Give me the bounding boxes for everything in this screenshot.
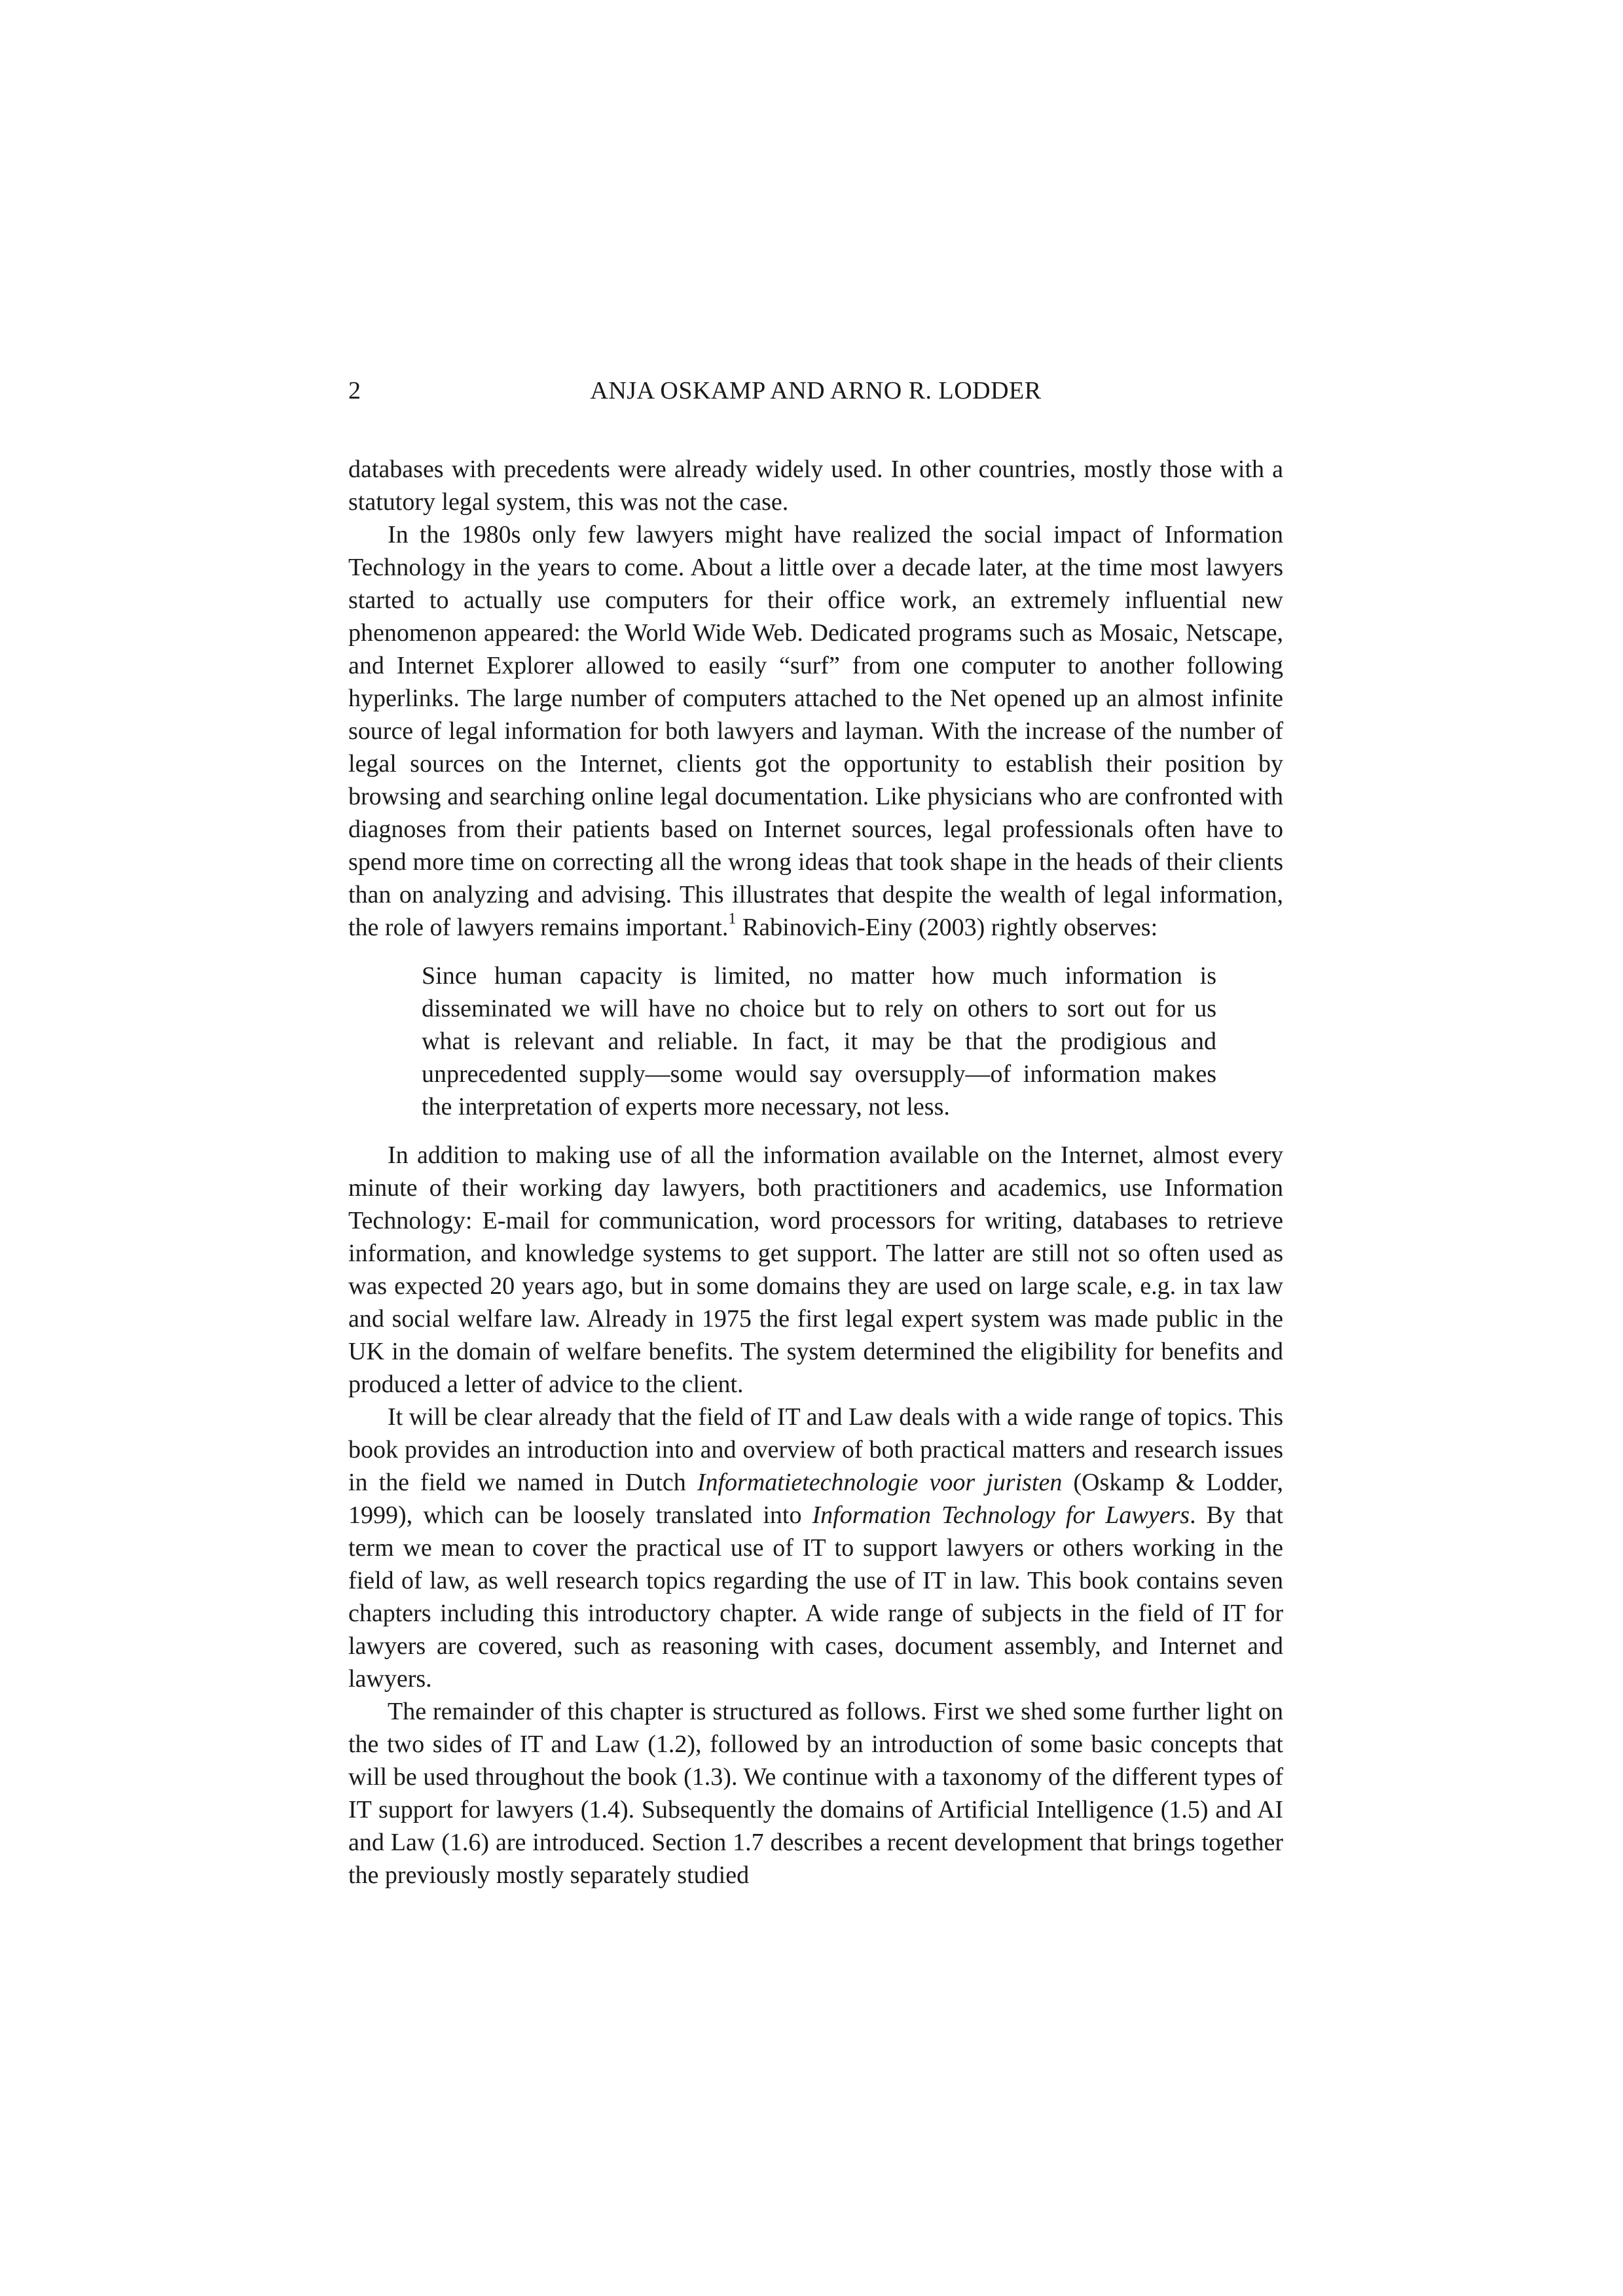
paragraph-chapter-structure: The remainder of this chapter is structured as follows. First we shed some further light on the two sides of IT and Law (1.2), followed by an introduction of some basic concepts that will be used throughout the book (1.3). We continue with a taxonomy of the different types of IT support for lawyers (1.4). Subsequently the domains of Artificial Intelligence (1.5) and AI and Law (1.6) are introduced. Section 1.7 describes a recent development that brings together the previously mostly separately studied: [348, 1698, 1283, 1889]
paragraph-text-tail: Rabinovich-Einy (2003) rightly observes:: [736, 914, 1158, 941]
paragraph-internet-use: In addition to making use of all the information available on the Internet, almost every minute of their working day lawyers, both practitioners and academics, use Information Technology: E-mail for communication, word processors for writing, databases to retrieve information, and knowledge systems to get support. The latter are still not so often used as was expected 20 years ago, but in some domains they are used on large scale, e.g. in tax law and social welfare law. Already in 1975 the first legal expert system was made public in the UK in the domain of welfare benefits. The system determined the eligibility for benefits and produced a letter of advice to the client.: [348, 1141, 1283, 1398]
body-text: [348, 453, 1283, 1892]
running-title: ANJA OSKAMP AND ARNO R. LODDER: [590, 377, 1042, 404]
paragraph-continuation: databases with precedents were already widely used. In other countries, mostly those with a statutory legal system, this was not the case.: [348, 456, 1283, 516]
paragraph-text: It will be clear already that the field of IT and Law deals with a wide range of topics. This book provides an introduction into and overview of both practical matters and research issues in the field we named in Dutch: [348, 1403, 1283, 1496]
paragraph-field-overview: [348, 1401, 1283, 1695]
page-number: 2: [348, 377, 361, 404]
italic-english-title: Information Technology for Lawyers: [812, 1501, 1190, 1529]
paragraph-text: In the 1980s only few lawyers might have realized the social impact of Information Technology in the years to come. About a little over a decade later, at the time most lawyers started to actually use computers for their office work, an extremely influential new phenomenon appeared: the World Wide Web. Dedicated programs such as Mosaic, Netscape, and Internet Explorer allowed to easily “surf” from one computer to another following hyperlinks. The large number of computers attached to the Net opened up an almost infinite source of legal information for both lawyers and layman. With the increase of the number of legal sources on the Internet, clients got the opportunity to establish their position by browsing and searching online legal documentation. Like physicians who are confronted with diagnoses from their patients based on Internet sources, legal professionals often have to spend more time on correcting all the wrong ideas that took shape in the heads of their clients than on analyzing and advising. This illustrates that despite the wealth of legal information, the role of lawyers remains important.: [348, 521, 1283, 941]
running-head: [348, 374, 1283, 407]
paragraph-information-technology: [348, 518, 1283, 944]
paragraph-text: (Oskamp & Lodder, 1999), which can be loosely translated into: [348, 1469, 1284, 1529]
paragraph-text: . By that term we mean to cover the practical use of IT to support lawyers or others working in the field of law, as well research topics regarding the use of IT in law. This book contains seven chapters including this introductory chapter. A wide range of subjects in the field of IT for lawyers are covered, such as reasoning with cases, document assembly, and Internet and lawyers.: [348, 1501, 1283, 1693]
footnote-marker: 1: [728, 910, 737, 928]
italic-dutch-title: Informatietechnologie voor juristen: [697, 1469, 1063, 1496]
block-quote: Since human capacity is limited, no matter how much information is disseminated we will have no choice but to rely on others to sort out for us what is relevant and reliable. In fact, it may be that the prodigious and unprecedented supply—some would say oversupply—of information makes the interpretation of experts more necessary, not less.: [422, 962, 1216, 1121]
